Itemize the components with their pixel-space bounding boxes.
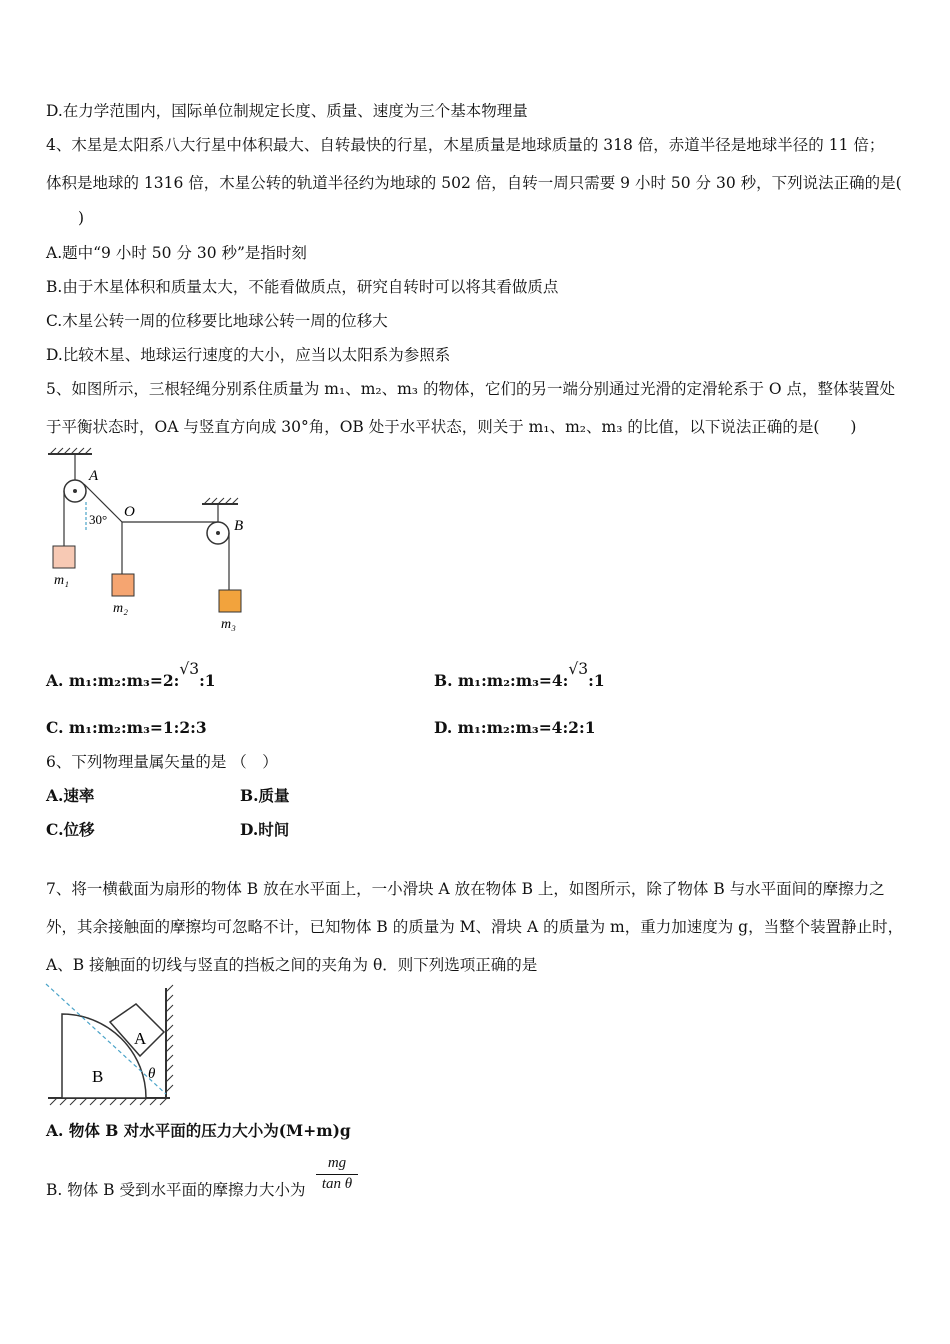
q4-option-c: C.木星公转一周的位移要比地球公转一周的位移大 bbox=[46, 312, 388, 330]
q4-stem-line3: ) bbox=[78, 209, 85, 227]
q4-option-a: A.题中“9 小时 50 分 30 秒”是指时刻 bbox=[46, 244, 307, 262]
q5-option-b-suffix: :1 bbox=[588, 671, 605, 690]
label-b: B bbox=[92, 1067, 104, 1086]
label-a: A bbox=[134, 1029, 147, 1048]
fraction-numerator: mg bbox=[316, 1155, 358, 1175]
q7-stem-line1: 7、将一横截面为扇形的物体 B 放在水平面上，一小滑块 A 放在物体 B 上，如图所示，除了物体 B 与水平面间的摩擦力之 bbox=[46, 880, 885, 898]
q5-option-d: D. m₁:m₂:m₃=4:2:1 bbox=[434, 718, 596, 737]
q5-option-c: C. m₁:m₂:m₃=1:2:3 bbox=[46, 718, 207, 737]
q6-stem: 6、下列物理量属矢量的是 （ ） bbox=[46, 753, 278, 771]
q6-option-c: C.位移 bbox=[46, 820, 95, 839]
q5-option-b-prefix: B. m₁:m₂:m₃=4: bbox=[434, 671, 569, 690]
fraction-denominator: tan θ bbox=[321, 1176, 353, 1192]
q7-stem-line2: 外，其余接触面的摩擦均可忽略不计，已知物体 B 的质量为 M、滑块 A 的质量为 m，重力加速度为 g，当整个装置静止时， bbox=[46, 918, 904, 936]
label-a: A bbox=[89, 468, 99, 484]
label-m3: m₃ bbox=[221, 617, 236, 632]
q7-sector-figure bbox=[40, 982, 190, 1110]
label-30deg: 30° bbox=[89, 512, 108, 527]
label-m2: m₂ bbox=[113, 601, 128, 616]
mass-m3 bbox=[219, 590, 241, 612]
q5-stem-line1: 5、如图所示，三根轻绳分别系住质量为 m₁、m₂、m₃ 的物体，它们的另一端分别通过光滑的定滑轮系于 O 点，整体装置处 bbox=[46, 380, 896, 398]
q6-option-b: B.质量 bbox=[240, 786, 290, 805]
q5-option-a bbox=[46, 660, 216, 691]
label-b: B bbox=[234, 518, 244, 534]
q5-option-a-suffix: :1 bbox=[199, 671, 216, 690]
q5-pulley-figure bbox=[40, 446, 260, 636]
label-theta: θ bbox=[148, 1066, 156, 1082]
q4-stem-line1: 4、木星是太阳系八大行星中体积最大、自转最快的行星，木星质量是地球质量的 318 倍，赤道半径是地球半径的 11 倍； bbox=[46, 136, 885, 154]
label-o: O bbox=[124, 504, 135, 520]
mass-m2 bbox=[112, 574, 134, 596]
q5-option-a-sqrt3: √3 bbox=[179, 660, 200, 678]
q7-stem-line3: A、B 接触面的切线与竖直的挡板之间的夹角为 θ．则下列选项正确的是 bbox=[46, 956, 538, 974]
q5-stem-line2: 于平衡状态时，OA 与竖直方向成 30°角，OB 处于水平状态，则关于 m₁、m₂、m₃ 的比值，以下说法正确的是( ) bbox=[46, 418, 857, 436]
q5-option-b-sqrt3: √3 bbox=[568, 660, 589, 678]
q7-option-a: A. 物体 B 对水平面的压力大小为(M+m)g bbox=[46, 1121, 351, 1140]
q3-option-d: D.在力学范围内，国际单位制规定长度、质量、速度为三个基本物理量 bbox=[46, 102, 528, 120]
q4-option-d: D.比较木星、地球运行速度的大小，应当以太阳系为参照系 bbox=[46, 346, 451, 364]
q5-option-b bbox=[434, 660, 605, 691]
label-m1: m₁ bbox=[54, 573, 69, 588]
q6-option-a: A.速率 bbox=[46, 786, 95, 805]
q7-fraction bbox=[316, 1155, 358, 1193]
q6-option-d: D.时间 bbox=[240, 820, 290, 839]
mass-m1 bbox=[53, 546, 75, 568]
q4-stem-line2: 体积是地球的 1316 倍，木星公转的轨道半径约为地球的 502 倍，自转一周只需要 9 小时 50 分 30 秒，下列说法正确的是( bbox=[46, 174, 902, 192]
q5-option-a-prefix: A. m₁:m₂:m₃=2: bbox=[46, 671, 180, 690]
q4-option-b: B.由于木星体积和质量太大，不能看做质点，研究自转时可以将其看做质点 bbox=[46, 278, 559, 296]
q7-option-b: B. 物体 B 受到水平面的摩擦力大小为 bbox=[46, 1181, 306, 1199]
